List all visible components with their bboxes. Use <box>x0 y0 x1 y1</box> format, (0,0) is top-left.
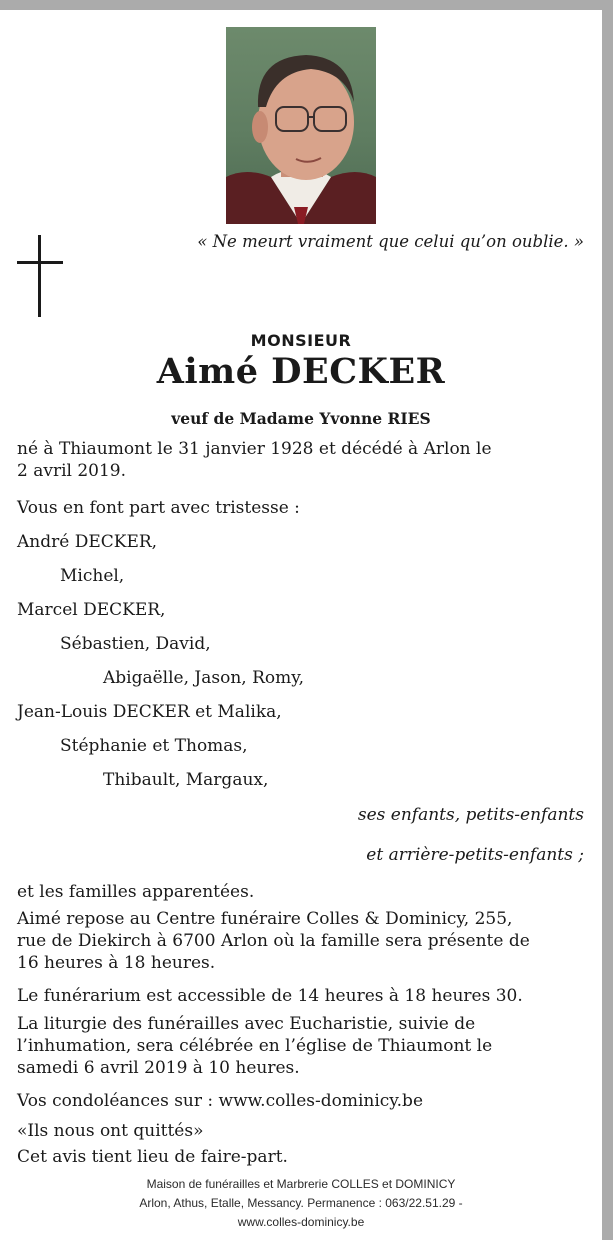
liturgy-line-3: samedi 6 avril 2019 à 10 heures. <box>17 1058 300 1078</box>
relation-line-1: ses enfants, petits-enfants <box>357 805 584 825</box>
footer-locations: Arlon, Athus, Etalle, Messancy. Permanence : 063/22.51.29 - <box>139 1196 463 1210</box>
family-member: Michel, <box>60 566 125 586</box>
rest-line-3: 16 heures à 18 heures. <box>17 953 216 973</box>
footer-company: Maison de funérailles et Marbrerie COLLES et DOMINICY <box>146 1177 456 1191</box>
family-member: André DECKER, <box>17 532 158 552</box>
honorific: MONSIEUR <box>250 331 352 350</box>
quitted-line: «Ils nous ont quittés» <box>17 1121 204 1141</box>
epitaph-quote: « Ne meurt vraiment que celui qu’on oublie. » <box>197 232 584 251</box>
birth-line-2: 2 avril 2019. <box>17 461 127 481</box>
rest-line-2: rue de Diekirch à 6700 Arlon où la famille sera présente de <box>17 931 530 951</box>
footer-website: www.colles-dominicy.be <box>237 1215 365 1229</box>
family-member: Abigaëlle, Jason, Romy, <box>103 668 304 688</box>
deceased-name: Aimé DECKER <box>156 351 446 392</box>
condolences-line: Vos condoléances sur : www.colles-dominicy.be <box>17 1091 423 1111</box>
portrait-photo <box>226 27 376 224</box>
rest-line-1: Aimé repose au Centre funéraire Colles & Dominicy, 255, <box>17 909 513 929</box>
notice-line: Cet avis tient lieu de faire-part. <box>17 1147 288 1167</box>
widow-line: veuf de Madame Yvonne RIES <box>171 409 431 428</box>
relation-line-2: et arrière-petits-enfants ; <box>366 845 584 865</box>
intro-text: Vous en font part avec tristesse : <box>17 498 300 518</box>
liturgy-line-2: l’inhumation, sera célébrée en l’église de Thiaumont le <box>17 1036 493 1056</box>
families-line: et les familles apparentées. <box>17 882 255 902</box>
funerarium-line: Le funérarium est accessible de 14 heures à 18 heures 30. <box>17 986 523 1006</box>
birth-line-1: né à Thiaumont le 31 janvier 1928 et décédé à Arlon le <box>17 439 492 459</box>
family-member: Stéphanie et Thomas, <box>60 736 248 756</box>
family-member: Marcel DECKER, <box>17 600 166 620</box>
obituary-page <box>0 10 602 1240</box>
liturgy-line-1: La liturgie des funérailles avec Eucharistie, suivie de <box>17 1014 476 1034</box>
family-member: Thibault, Margaux, <box>103 770 269 790</box>
cross-icon <box>17 235 63 317</box>
family-member: Jean-Louis DECKER et Malika, <box>17 702 282 722</box>
family-member: Sébastien, David, <box>60 634 211 654</box>
